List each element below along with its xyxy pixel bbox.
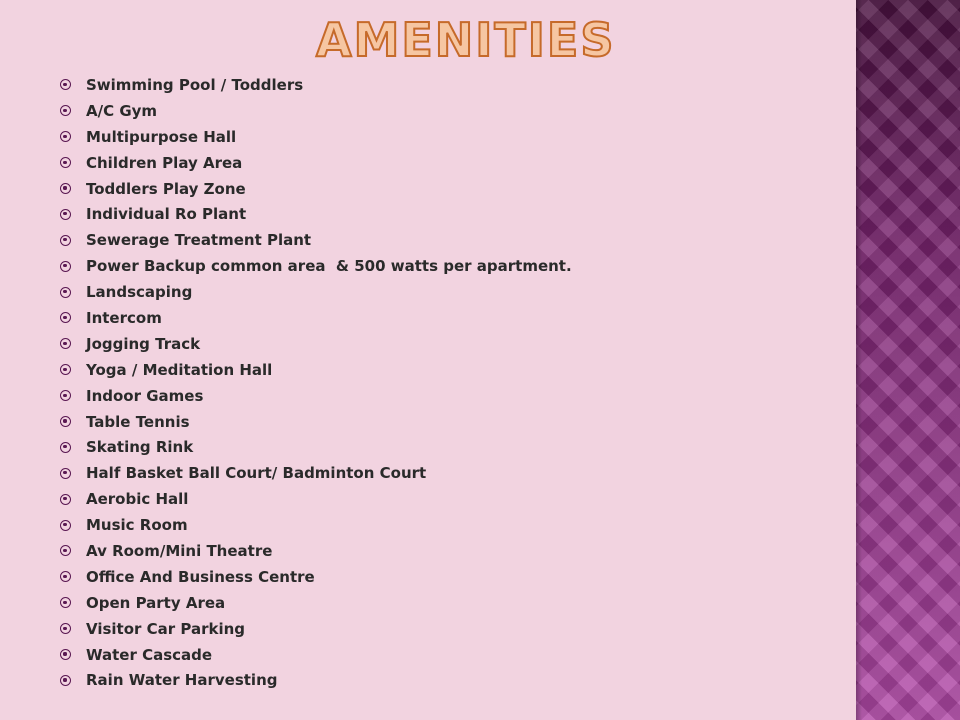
bullet-icon [60, 209, 71, 220]
list-item [60, 98, 572, 124]
bullet-icon [60, 468, 71, 479]
bullet-icon [60, 157, 71, 168]
list-item-label: Aerobic Hall [86, 490, 189, 509]
list-item-label: A/C Gym [86, 101, 158, 120]
list-item [60, 512, 572, 538]
list-item-label: Rain Water Harvesting [86, 671, 278, 690]
list-item-label: Open Party Area [86, 593, 226, 612]
list-item [60, 72, 572, 98]
bullet-icon [60, 623, 71, 634]
list-item [60, 357, 572, 383]
bullet-icon [60, 494, 71, 505]
bullet-icon [60, 131, 71, 142]
list-item [60, 642, 572, 668]
list-item [60, 383, 572, 409]
list-item-label: Av Room/Mini Theatre [86, 541, 273, 560]
bullet-icon [60, 597, 71, 608]
list-item-label: Sewerage Treatment Plant [86, 231, 312, 250]
list-item-label: Toddlers Play Zone [86, 179, 246, 198]
list-item [60, 590, 572, 616]
list-item-label: Jogging Track [86, 334, 201, 353]
bullet-icon [60, 675, 71, 686]
bullet-icon [60, 571, 71, 582]
list-item [60, 460, 572, 486]
list-item [60, 564, 572, 590]
list-item-label: Swimming Pool / Toddlers [86, 75, 304, 94]
list-item [60, 201, 572, 227]
bullet-icon [60, 287, 71, 298]
list-item-label: Water Cascade [86, 645, 213, 664]
bullet-icon [60, 416, 71, 427]
list-item-label: Indoor Games [86, 386, 204, 405]
list-item [60, 434, 572, 460]
list-item-label: Individual Ro Plant [86, 205, 247, 224]
bullet-icon [60, 235, 71, 246]
list-item-label: Visitor Car Parking [86, 619, 246, 638]
list-item [60, 176, 572, 202]
list-item-label: Intercom [86, 308, 162, 327]
bullet-icon [60, 442, 71, 453]
slide-title: AMENITIES [316, 13, 616, 67]
list-item-label: Office And Business Centre [86, 567, 315, 586]
list-item-label: Yoga / Meditation Hall [86, 360, 273, 379]
list-item [60, 616, 572, 642]
bullet-icon [60, 390, 71, 401]
list-item [60, 305, 572, 331]
list-item [60, 486, 572, 512]
bullet-icon [60, 312, 71, 323]
decorative-side-panel [856, 0, 960, 720]
list-item [60, 279, 572, 305]
bullet-icon [60, 545, 71, 556]
list-item-label: Children Play Area [86, 153, 243, 172]
list-item [60, 124, 572, 150]
list-item [60, 409, 572, 435]
list-item [60, 538, 572, 564]
list-item [60, 227, 572, 253]
list-item [60, 253, 572, 279]
list-item [60, 667, 572, 693]
list-item-label: Power Backup common area & 500 watts per apartment. [86, 257, 572, 276]
list-item-label: Skating Rink [86, 438, 194, 457]
list-item-label: Half Basket Ball Court/ Badminton Court [86, 464, 427, 483]
bullet-icon [60, 183, 71, 194]
bullet-icon [60, 649, 71, 660]
bullet-icon [60, 520, 71, 531]
bullet-icon [60, 261, 71, 272]
list-item [60, 150, 572, 176]
list-item-label: Table Tennis [86, 412, 190, 431]
bullet-icon [60, 79, 71, 90]
list-item [60, 331, 572, 357]
list-item-label: Landscaping [86, 283, 193, 302]
list-item-label: Music Room [86, 516, 188, 535]
bullet-icon [60, 105, 71, 116]
list-item-label: Multipurpose Hall [86, 127, 237, 146]
bullet-icon [60, 338, 71, 349]
bullet-icon [60, 364, 71, 375]
amenities-list [60, 72, 572, 693]
